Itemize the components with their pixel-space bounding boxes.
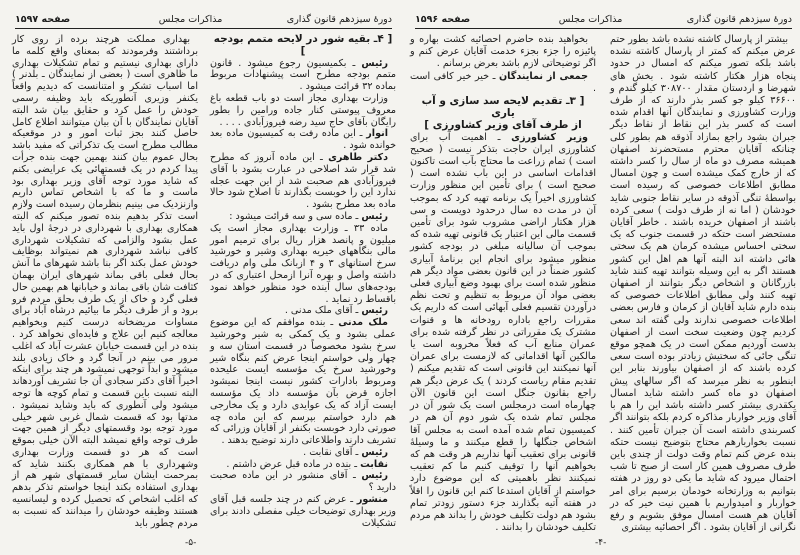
speaker-name: جمعی از نمایندگان bbox=[498, 70, 588, 82]
paragraph bbox=[210, 211, 396, 223]
paragraph-text: ـ آقای نقابت . bbox=[303, 446, 359, 458]
speaker-name: رئیس bbox=[361, 470, 388, 482]
text-column-right bbox=[610, 34, 796, 534]
paragraph bbox=[610, 34, 796, 534]
speaker-name: وزیر کشاورزی bbox=[511, 131, 588, 143]
paragraph bbox=[210, 459, 396, 471]
speaker-name: ملک مدنی bbox=[338, 317, 388, 329]
speaker-name: دکتر طاهری bbox=[328, 151, 388, 163]
speaker-name: منشور bbox=[356, 494, 388, 506]
text-column-left bbox=[410, 34, 596, 534]
page-footer-number: -۵- bbox=[185, 538, 197, 548]
speaker-name: نقابت bbox=[360, 458, 388, 470]
paragraph-text: وزارت بهداری مجاز است دو باب قطعه باغ معروف پیوستی کنار جاده ورامین را بطور رایگان بآقای حاج سید رضه فیروزآبادی . . . . bbox=[210, 92, 396, 128]
running-header bbox=[415, 14, 792, 29]
speaker-name: انوار bbox=[366, 128, 388, 140]
paragraph-text: ـ بکمیسیون رجوع میشود . قانون متمم بودجه مطرح است پیشنهادات مربوط بماده ۳۲ قرائت میشود . bbox=[210, 57, 396, 93]
session-title: دورهٔ سیزدهم قانون گذاری bbox=[686, 14, 792, 25]
speaker-name: رئیس bbox=[361, 210, 388, 222]
paragraph-text: ـ آقای منشور در این ماده صحبت دارید ؟ bbox=[210, 470, 396, 494]
paragraph bbox=[12, 34, 198, 529]
paragraph-text: بخواهید بنده حاضرم احصائیه کشت بهاره و پائیزه را جزء بجزء خدمت آقایان عرض کنم و اگر توضیحاتی لازم باشد بعرض برسانم . bbox=[410, 34, 596, 70]
paragraph bbox=[210, 223, 396, 306]
section-title: [ ۳ـ تقدیم لایحه سد سازی و آب یاری bbox=[421, 95, 585, 120]
session-title: دورهٔ سیزدهم قانون گذاری bbox=[286, 14, 392, 25]
paragraph-text: بهداری مملکت هرچند برده از روی کار برداشتند وفرمودند که بمعنای واقع کلمه ما دارای بهداری نیستیم و تمام تشکیلات بهداری ما ظاهری است ( بعضی از نمایندگان ـ بلدنر ) اما اسباب تشکر و امتنانست که دیدیم واقعاً یکنفر وزیری آنطوریکه باید وظیفه رسمی خودش را عمل کرد و حقایق بیان شد البته آقایان نمایندگان با آن بیان میتوانند اطلاع کامل حاصل کنند بجز ثبات امور و در موقعیکه مطالب مطرح است یک تذکراتی که مفید باشد بحال عموم بیان کنند بهمین جهت بنده جرأت پیدا کردم در یک قسمتهائی یک عرایضی بکنم که شاید مورد توجه آقای وزیر بهداری بود ماست و ما که با اشخاص تماس داریم وازنزدیک می بینیم بنظرمان رسیده است ولازم است تذکر بدهیم بنده تصور میکنم که البته همکاری بهداری با شهرداری در درجهٔ اول باید عمل بشود والزامی که تشکیلات شهرداری کافی نباشد شهرداری هم نمیتواند بوظایف خودش عمل بکند اگر بنا باشد شهرهای ما آنش بحال فعلی باقی بماند شهرهای ایران بهمان کثافت شان باقی بماند و خیابانها هم بهمین حال فعلی گرد و خاک از یک طرف بحلق مردم فرو برود و از طرف دیگر ما بیائیم درشاه آباد برای مساوات مریضخانه درست کنیم وبخواهیم معالجه کنیم این علاج و فایده‌ای نخواهد کرد . بنده در این قسمت خیابان عشرت آباد که اغلب مرور می بینم در آنجا گرد و خاک زیادی بلند میشود و ابداً توجهی نمیشود هر چند برای اینکه اخیراً آقای دکتر سجادی آن جا تشریف آوردهاند البته نسبت باین قسمت و تمام کوچه ها توجه میشود ولی آنطوری که باید وشاید نمیشود . مدتها بود که قسمت شمال غربی شهر خیلی مورد توجه بود وقسمتهای دیگر از همین جهت طرف توجه واقع نمیشد البته الآن خیلی بموقع است که هر دو قسمت وزارت بهداری وشهرداری با هم همکاری بکنند شاید که بمرحمت ایشان سایر قسمتهای شهر هم از بهداری استفاده بکند اینجا خواستم تذکر بدهم که اغلب اشخاص که تحصیل کرده و لیسانسیه هستند وظیفه خودشان را میدانند که نسبت به مردم چطور باید bbox=[12, 34, 198, 529]
text-column-left bbox=[12, 34, 198, 529]
speaker-name: رئیس bbox=[361, 446, 388, 458]
paragraph-text: ـ عرض کنم در چند جلسه قبل آقای وزیر بهداری توضیحات خیلی مفصلی دادند برای تشکیلات bbox=[210, 494, 396, 529]
paragraph bbox=[410, 34, 596, 71]
paragraph-text: ـ اهمیت آب برای کشاورزی ایران حاجت بتذکر نیست ( صحیح است ) تمام زراعت ما محتاج بآب است تاکنون اقدامات اساسی در این باب نشده است ( صحیح است ) برای تأمین این منظور وزارت کشاورزی اخیراً یک برنامه تهیه کرد که بموجب آن در مدت ده سال درحدود دویست و سی هزار هکتار اراضی مشروب شود برای تأمین قسمت مالی این اعتبار یک قانونی تهیه شده که بموجب آن سالیانه مبلغی در بودجه کشور منظور میشود برای انجام این برنامهٔ آبیاری کشور ضمناً در این قانون بعضی مواد دیگر هم منظور شده است برای بهبود وضع آبیاری فعلی بعضی مواد آن مربوط به تنظیم و تحت نظم درآوردن تقسیم فعلی آبهائی است که داریم یک مقررات راجع باداره رودخانه ها و قنوات مشترک یک مقرراتی در نظر گرفته شده برای عمران منابع آب که فعلاً مخروبه است یا مالکین آنها اقداماتی که لازمست برای عمران آنها نمیکنند این قانونی است که تقدیم میکنم ( تقدیم مقام ریاست کردند ) یک عرض دیگر هم راجع بقانون جنگل است این قانون الآن چهارماه است درمجلس است یک شور آن در مجلس تمام شده یک شور دوم آن هم در کمیسیون تمام شده آمده است به مجلس آقا اشخاص جنگلها را قطع میکنند و ما وسیلهٔ قانونی برای تعقیب آنها نداریم هر وقت هم که بخواهیم آنها را توقیف کنیم ما کم تعقیب نمیکنند نظر باهمیتی که این موضوع دارد خواستم از آقایان استدعا کنم این قانون را اقلاً در هفته آتیه بگذارند جزء دستور زودتر تمام بشود هم دولت تکلیف خودش را بداند هم مردم تکلیف خودشان را بدانند . bbox=[410, 131, 596, 534]
speaker-name: رئیس bbox=[361, 57, 388, 69]
paragraph bbox=[210, 93, 396, 128]
paragraph-text: بیشتر از پارسال کاشته نشده باشد بطور حتم عرض میکنم که کمتر از پارسال کاشته نشده باشد بلکه تصور میکنم که امسال در حدود پنجاه هزار هکتار کاشته شود . بخش های شهرضا و اردستان مقدار ۳۰۸۷۰۰ کیلو گندم و ۳۶۶۰۰ کیلو جو کسر بذر دارند که از طرف وزارت کشاورزی و نمایندگان آنها اقدام شده است که کسر بذر این نقاط از نقاط دیگر جبران بشود راجع بمازاد آذوقه هم بطور کلی چنانکه آقایان محترم مستحضرند اصفهان همیشه مصرف دو ماه از سال را کسر داشته که از خارج کمک میشده است و چون امسال مطابق اطلاعات خصوصی که رسیده است بواسطهٔ تنگی آذوقه در سایر نقاط جنوبی شاید خودشان ( اما نه از طرف دولت ) سعی کرده باشند از اصفهان خریده باشند . خاطر آقایان مستحضر است حتکه در قسمت جنوب که یک سختی احساس میشده کرمان هم یک سختی هائی داشته اند البته آنها هم اهل این کشور هستند اگر به این وسیله بتوانند تهیه کنند شاید بازرگانان و اشخاص دیگر بتوانند از اصفهان تهیه کنند ولی مطابق اطلاعات خصوصی که بنده دارم شاید آقایان از کرمان و فارس بعضی اطلاعات خصوصی ندارند ولی گفته اند سعی کردیم چون وضعیت سخت است از اصفهان بدست آوردیم ممکن است در یک همچو موقع تنگی جائی که سختیش زیادتر بوده است سعی کرده باشند که از اصفهان بیاورند بنابر این اینطور به نظر میرسد که اگر سالهای پیش اصفهان دو ماه کسر داشته شاید امسال یکقدری بیشتر کسر داشته باشد این را هم با آقای وزیر خواربار مذاکره کردم بلکه بتوانند اگر کسربندی داشته است آن جبران تأمین کنند . نسبت بخواربارهم محتاج بتوضیح نیست حتکه بنده عرض کنم تمام وقت دولت از چندی باین طرف مصروف همین کار است از صبح تا شب احتمال میرود که شاید ما یکی دو روز در هفته بتوانیم به وزارتخانه خودمان برسیم برای امر خواربار و امیدواریم با همین نیت خیر که در آقایان هم هست امسال موفق بشویم و رفع نگرانی از آقایان بشود . اگر احصائیه بیشتری bbox=[610, 34, 796, 534]
paragraph-text: ـ بنده موافقم که این موضوع عملی بشود و یک کمکی به شیر وخورشید سرخ بشود مخصوصاً در قسمت استان سه و چهار ولی خواستم اینجا عرض کنم بنگاه شیر وخورشید سرخ یک مؤسسه ایست علیحده ومربوط بادارات کشور نیست اینجا نمیشود اجازه قرض بآن مؤسسه داد یک مؤسسه ایست آزاد که یک عوایدی دارد و یک مخارجی هم دارد خواستم بپرسم که این ماده چه صورتی دارد خوبست بکنفر از آقایان وزرائی که تشریف دارند واطلاعاتی دارند توضیح بدهند . bbox=[210, 317, 396, 447]
page-number: صفحه ۱۵۹۶ bbox=[415, 14, 471, 25]
paragraph bbox=[410, 71, 596, 95]
paragraph bbox=[210, 470, 396, 494]
paragraph bbox=[210, 494, 396, 529]
paragraph bbox=[210, 447, 396, 459]
paragraph bbox=[210, 58, 396, 93]
paragraph bbox=[210, 305, 396, 317]
publication-title: مذاکرات مجلس bbox=[558, 14, 623, 25]
paragraph bbox=[210, 152, 396, 211]
speaker-name: رئیس bbox=[361, 305, 388, 317]
paragraph-text: ـ آقای ملک مدنی . bbox=[284, 305, 359, 317]
section-title: [ ۴ـ بقیه شور در لایحه متمم بودجه ] bbox=[213, 33, 393, 57]
page-footer-number: -۴- bbox=[595, 538, 607, 548]
paragraph-text: ـ این ماده رفت به کمیسیون ماده بعد خوانده شود . bbox=[210, 128, 396, 152]
paragraph bbox=[210, 317, 396, 447]
publication-title: مذاکرات مجلس bbox=[158, 14, 223, 25]
paragraph-text: ـ ماده سی و سه قرائت میشود : bbox=[229, 210, 359, 222]
paragraph-text: ـ این ماده آنروز که مطرح شد قرار شد اصلاحی در عبارت بشود با آقای فیروزآبادی هم صحبت شد از این جهت عجله ندارد این را خوبست بگذارند تا اصلاح شود حالا ماده بعد مطرح بشود . bbox=[210, 151, 396, 211]
section-title: از طرف آقای وزیر کشاورزی ] bbox=[424, 119, 582, 132]
text-column-right bbox=[210, 34, 396, 529]
running-header bbox=[15, 14, 392, 29]
paragraph-text: ـ بنده در ماده قبل عرض داشتم . bbox=[226, 458, 358, 470]
page-number: صفحه ۱۵۹۷ bbox=[15, 14, 71, 25]
paragraph-text: ـ خیر خیر کافی است . bbox=[410, 70, 596, 94]
paragraph bbox=[210, 128, 396, 152]
paragraph bbox=[410, 132, 596, 535]
paragraph-text: ماده ۳۳ ـ وزارت بهداری مجاز است یک میلیون و پانصد هزار ریال برای ترمیم امور مالی بنگاههای خیریه بهداری وشیر و خورشید سرخ استانهای ۳ و ۴ ازبانک ملی وام دریافت داشته واصل و بهره آنرا ازمحل اعتباری که در بودجه‌های سال آینده خود منظور خواهد نمود باقساط رد نماید . bbox=[210, 222, 396, 305]
right-page bbox=[400, 0, 800, 555]
